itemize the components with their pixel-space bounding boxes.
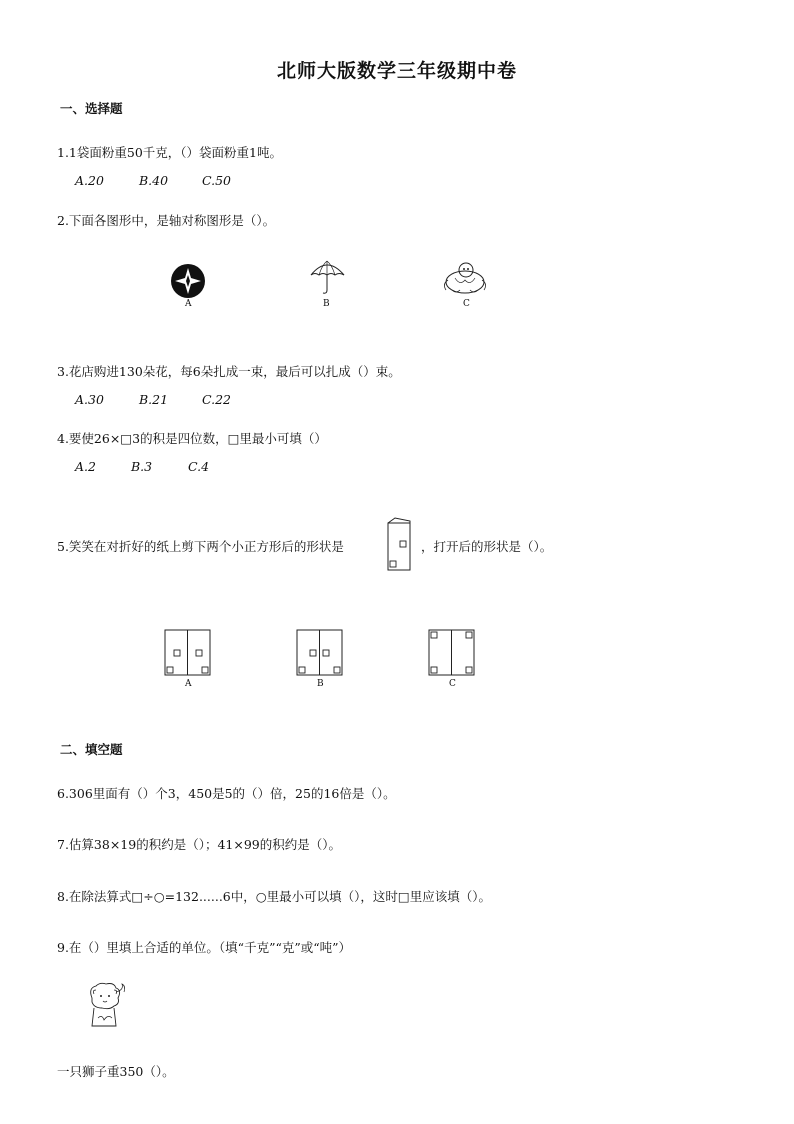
- umbrella-figure: [308, 257, 348, 297]
- question-9-sub: 一只狮子重350（）。: [57, 1064, 175, 1079]
- compass-star-figure: [169, 263, 209, 299]
- q5-figure-label-b: B: [317, 679, 324, 689]
- lion-figure: [84, 982, 128, 1030]
- q4-option-c[interactable]: C.4: [188, 459, 210, 474]
- question-4: 4.要使26×□3的积是四位数，□里最小可填（）: [57, 431, 327, 446]
- q2-figure-label-a: A: [185, 299, 192, 309]
- cartoon-animal-figure: [440, 260, 490, 298]
- question-9: 9.在（）里填上合适的单位。（填“千克”“克”或“吨”）: [57, 940, 352, 955]
- section-heading-fill: 二、填空题: [60, 742, 123, 757]
- question-8: 8.在除法算式□÷○=132......6中，○里最小可以填（），这时□里应该填（）。: [57, 889, 491, 904]
- question-5-part-2: ，打开后的形状是（）。: [421, 539, 553, 554]
- question-2: 2.下面各图形中，是轴对称图形是（）。: [57, 213, 276, 228]
- folded-paper-figure: [387, 517, 413, 571]
- question-3: 3.花店购进130朵花，每6朵扎成一束，最后可以扎成（）束。: [57, 364, 401, 379]
- q3-option-c[interactable]: C.22: [202, 392, 231, 407]
- q3-option-b[interactable]: B.21: [139, 392, 169, 407]
- q1-option-a[interactable]: A.20: [75, 173, 104, 188]
- q1-option-b[interactable]: B.40: [139, 173, 169, 188]
- question-5-part-1: 5.笑笑在对折好的纸上剪下两个小正方形后的形状是: [57, 539, 344, 554]
- page-title: 北师大版数学三年级期中卷: [276, 60, 517, 82]
- q4-option-a[interactable]: A.2: [75, 459, 96, 474]
- q5-figure-label-c: C: [449, 679, 456, 689]
- q5-figure-label-a: A: [185, 679, 192, 689]
- unfolded-paper-a-figure: [164, 629, 212, 677]
- q2-figure-label-c: C: [463, 299, 470, 309]
- q3-option-a[interactable]: A.30: [75, 392, 104, 407]
- question-7: 7.估算38×19的积约是（）；41×99的积约是（）。: [57, 837, 341, 852]
- question-1: 1.1袋面粉重50千克，（）袋面粉重1吨。: [57, 145, 282, 160]
- unfolded-paper-b-figure: [296, 629, 344, 677]
- q4-option-b[interactable]: B.3: [131, 459, 153, 474]
- section-heading-choice: 一、选择题: [60, 101, 123, 116]
- q2-figure-label-b: B: [323, 299, 330, 309]
- question-6: 6.306里面有（）个3，450是5的（）倍，25的16倍是（）。: [57, 786, 396, 801]
- unfolded-paper-c-figure: [428, 629, 476, 677]
- q1-option-c[interactable]: C.50: [202, 173, 231, 188]
